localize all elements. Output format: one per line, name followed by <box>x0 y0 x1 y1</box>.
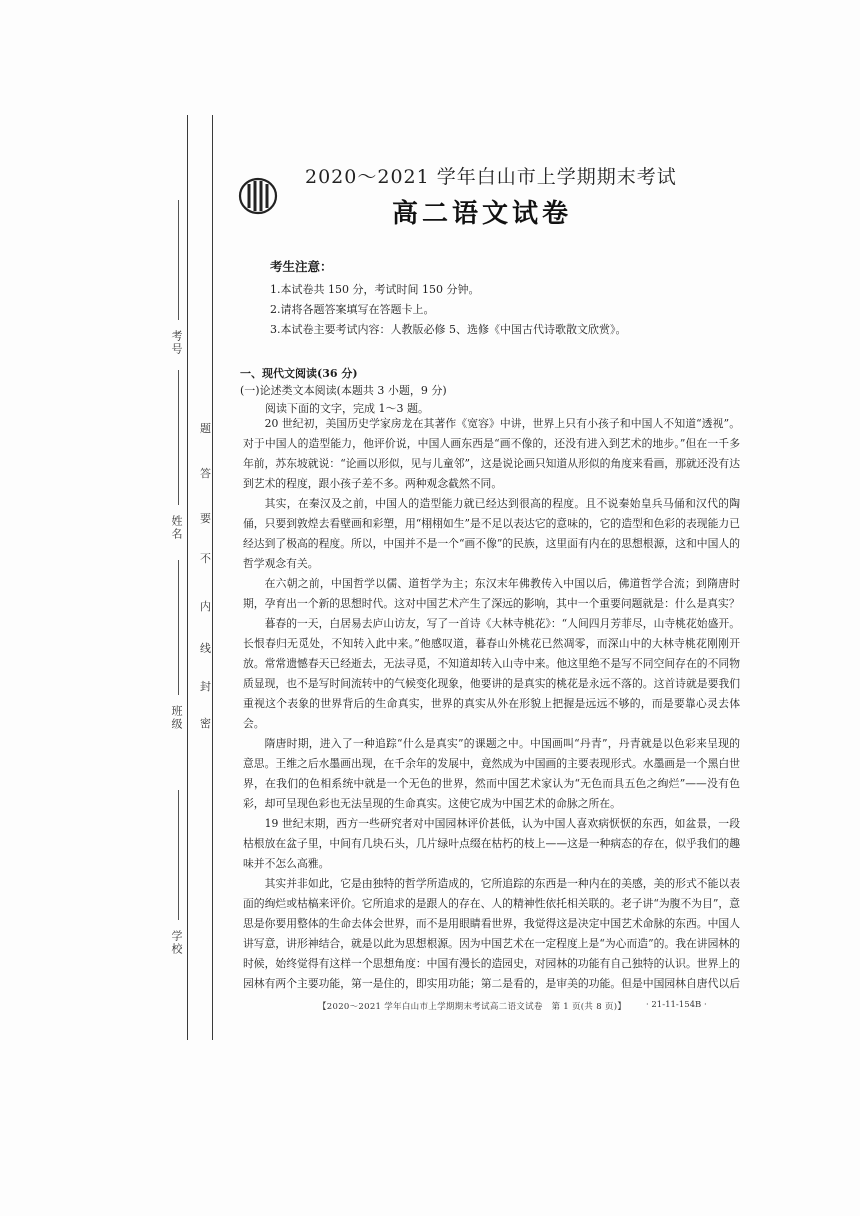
seal-char: 线 <box>200 642 211 655</box>
seal-char: 答 <box>200 467 211 480</box>
passage-paragraph: 20 世纪初，美国历史学家房龙在其著作《宽容》中讲，世界上只有小孩子和中国人不知道“透视”。对于中国人的造型能力，他评价说，中国人画东西是“画不像的，还没有进入到艺术的地步。”但在一千多年前，苏东坡就说：“论画以形似，见与儿童邻”，这是说论画只知道从形似的角度来看画，那就还没有达到艺术的程度，跟小孩子差不多。两种观念截然不同。 <box>243 417 740 490</box>
section-subheading: (一)论述类文本阅读(本题共 3 小题，9 分) <box>240 384 447 397</box>
notice-title: 考生注意： <box>270 259 333 274</box>
seal-char: 不 <box>200 552 211 565</box>
section-instruction: 阅读下面的文字，完成 1～3 题。 <box>265 402 429 415</box>
seal-char: 封 <box>200 680 211 693</box>
field-name: 姓名 <box>170 515 183 541</box>
section-heading: 一、现代文阅读(36 分) <box>240 367 358 380</box>
notice-item: 1.本试卷共 150 分，考试时间 150 分钟。 <box>270 283 480 296</box>
passage-paragraph: 在六朝之前，中国哲学以儒、道哲学为主；东汉末年佛教传入中国以后，佛道哲学合流；到隋唐时期，孕育出一个新的思想时代。这对中国艺术产生了深远的影响，其中一个重要问题就是：什么是真实？ <box>243 577 740 610</box>
blank-class <box>178 560 179 695</box>
notice-item: 3.本试卷主要考试内容：人教版必修 5、选修《中国古代诗歌散文欣赏》。 <box>270 323 627 336</box>
publisher-logo-icon <box>238 176 278 216</box>
seal-char: 内 <box>200 600 211 613</box>
paper-code: · 21-11-154B · <box>646 1000 707 1010</box>
binding-line-inner <box>212 115 213 1040</box>
notice-item: 2.请将各题答案填写在答题卡上。 <box>270 303 435 316</box>
passage-paragraph: 19 世纪末期，西方一些研究者对中国园林评价甚低，认为中国人喜欢病恹恹的东西，如盆景，一段枯根放在盆子里，中间有几块石头，几片绿叶点缀在枯朽的枝上——这是一种病态的存在，似乎我们的趣味并不怎么高雅。 <box>243 817 740 870</box>
passage-paragraph: 暮春的一天，白居易去庐山访友，写了一首诗《大林寺桃花》：“人间四月芳菲尽，山寺桃花始盛开。长恨春归无觅处，不知转入此中来。”他感叹道，暮春山外桃花已然凋零，而深山中的大林寺桃花刚刚开放。常常遗憾春天已经逝去，无法寻觅，不知道却转入山寺中来。他这里绝不是写不同空间存在的不同物质显现，也不是写时间流转中的气候变化现象，他要讲的是真实的桃花是永远不落的。这首诗就是要我们重视这个表象的世界背后的生命真实，世界的真实从外在形貌上把握是远远不够的，而是要靠心灵去体会。 <box>243 617 740 730</box>
exam-title-line2: 高二语文试卷 <box>392 199 573 229</box>
field-exam-number: 考号 <box>170 330 183 356</box>
page-footer: 【2020～2021 学年白山市上学期期末考试高二语文试卷 第 1 页(共 8 页)】 <box>318 1002 627 1012</box>
passage-paragraph: 隋唐时期，进入了一种追踪“什么是真实”的课题之中。中国画叫“丹青”，丹青就是以色彩来呈现的意思。王维之后水墨画出现，在千余年的发展中，竟然成为中国画的主要表现形式。水墨画是一个黑白世界，在我们的色相系统中就是一个无色的世界，然而中国艺术家认为“无色而具五色之绚烂”——没有色彩，却可呈现色彩也无法呈现的生命真实。这使它成为中国艺术的命脉之所在。 <box>243 737 740 810</box>
blank-school <box>178 790 179 920</box>
passage-paragraph: 其实，在秦汉及之前，中国人的造型能力就已经达到很高的程度。且不说秦始皇兵马俑和汉代的陶俑，只要到敦煌去看壁画和彩塑，用“栩栩如生”是不足以表达它的意味的，它的造型和色彩的表现能力已经达到了极高的程度。所以，中国并不是一个“画不像”的民族，这里面有内在的思想根源，这和中国人的哲学观念有关。 <box>243 497 740 570</box>
binding-line-outer <box>187 115 188 1040</box>
seal-char: 题 <box>200 422 211 435</box>
seal-char: 密 <box>200 717 211 730</box>
blank-name <box>178 370 179 505</box>
passage-paragraph: 其实并非如此，它是由独特的哲学所造成的，它所追踪的东西是一种内在的美感，美的形式不能以表面的绚烂或枯槁来评价。它所追求的是跟人的存在、人的精神性依托相关联的。老子讲“为腹不为目”，意思是你要用整体的生命去体会世界，而不是用眼睛看世界，我觉得这是决定中国艺术命脉的东西。中国人讲写意，讲形神结合，就是以此为思想根源。因为中国艺术在一定程度上是“为心而造”的。我在讲园林的时候，始终觉得有这样一个思想角度：中国有漫长的造园史，对园林的功能有自己独特的认识。世界上的园林有两个主要功能，第一是住的，即实用功能；第二是看的，是审美的功能。但是中国园林自唐代以后 <box>243 877 740 990</box>
seal-char: 要 <box>200 512 211 525</box>
passage <box>243 414 740 994</box>
exam-title-line1: 2020～2021 学年白山市上学期期末考试 <box>305 166 677 188</box>
field-class: 班级 <box>170 705 183 731</box>
field-school: 学校 <box>170 930 183 956</box>
blank-exam-number <box>178 200 179 320</box>
